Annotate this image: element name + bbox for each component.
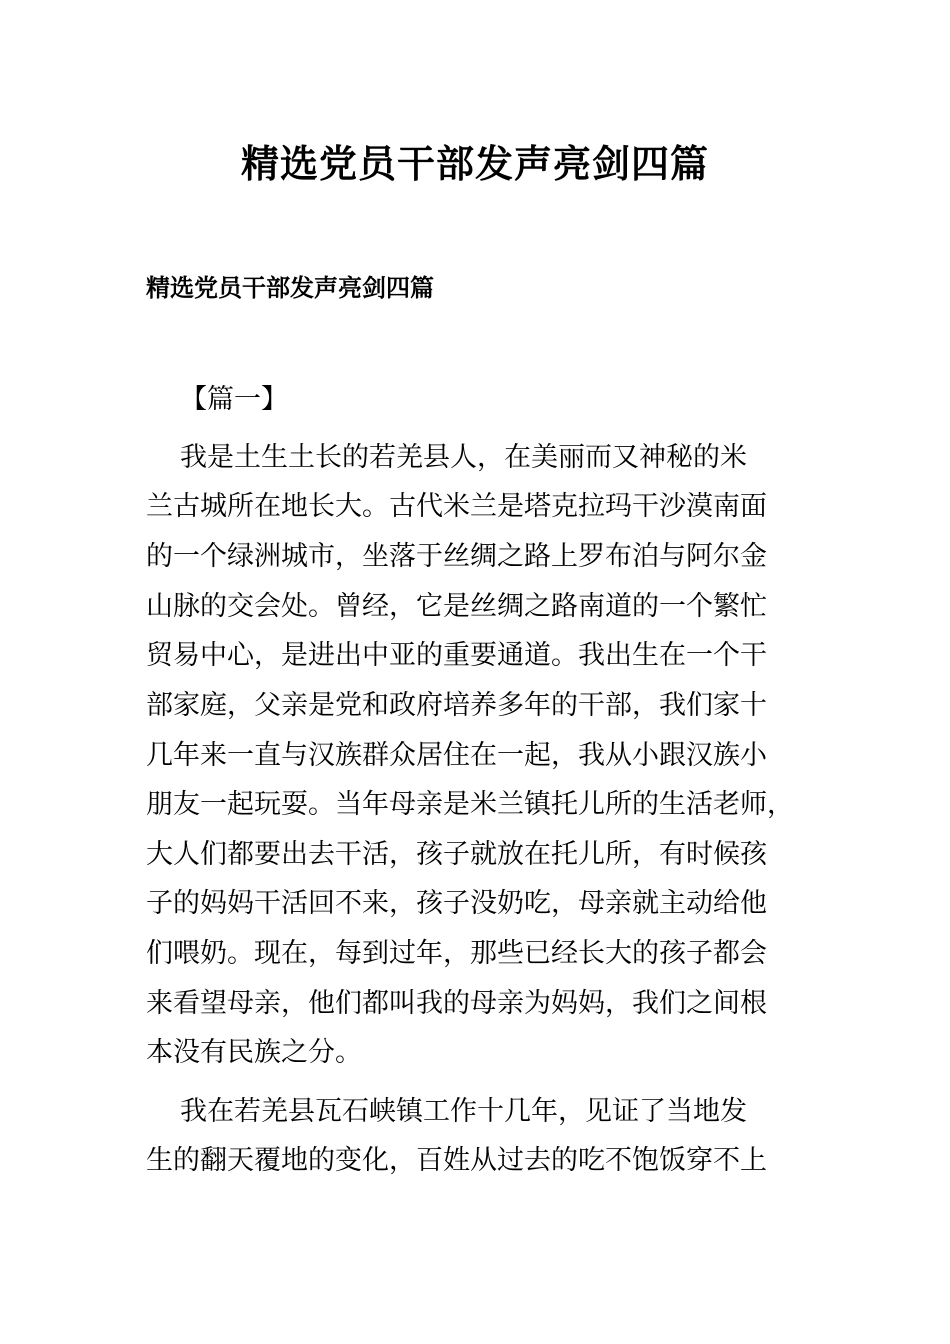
body-line: 来看望母亲，他们都叫我的母亲为妈妈，我们之间根 [146,988,767,1019]
body-line: 朋友一起玩耍。当年母亲是米兰镇托儿所的生活老师， [146,789,794,820]
body-line: 兰古城所在地长大。古代米兰是塔克拉玛干沙漠南面 [146,491,767,522]
body-line: 我在若羌县瓦石峡镇工作十几年，见证了当地发 [180,1096,747,1127]
body-line: 的一个绿洲城市，坐落于丝绸之路上罗布泊与阿尔金 [146,541,767,572]
body-line: 大人们都要出去干活，孩子就放在托儿所，有时候孩 [146,839,767,870]
body-line: 们喂奶。现在，每到过年，那些已经长大的孩子都会 [146,938,767,969]
body-line: 部家庭，父亲是党和政府培养多年的干部，我们家十 [146,690,767,721]
section-heading: 精选党员干部发声亮剑四篇 [146,274,434,302]
body-line: 子的妈妈干活回不来，孩子没奶吃，母亲就主动给他 [146,888,767,919]
body-line: 贸易中心，是进出中亚的重要通道。我出生在一个干 [146,640,767,671]
body-line: 生的翻天覆地的变化，百姓从过去的吃不饱饭穿不上 [146,1145,767,1176]
body-line: 我是土生土长的若羌县人，在美丽而又神秘的米 [180,442,747,473]
body-line: 几年来一直与汉族群众居住在一起，我从小跟汉族小 [146,740,767,771]
body-line: 山脉的交会处。曾经，它是丝绸之路南道的一个繁忙 [146,591,767,622]
part-label: 【篇一】 [180,384,288,415]
page-title: 精选党员干部发声亮剑四篇 [240,142,709,186]
body-line: 本没有民族之分。 [146,1037,362,1068]
